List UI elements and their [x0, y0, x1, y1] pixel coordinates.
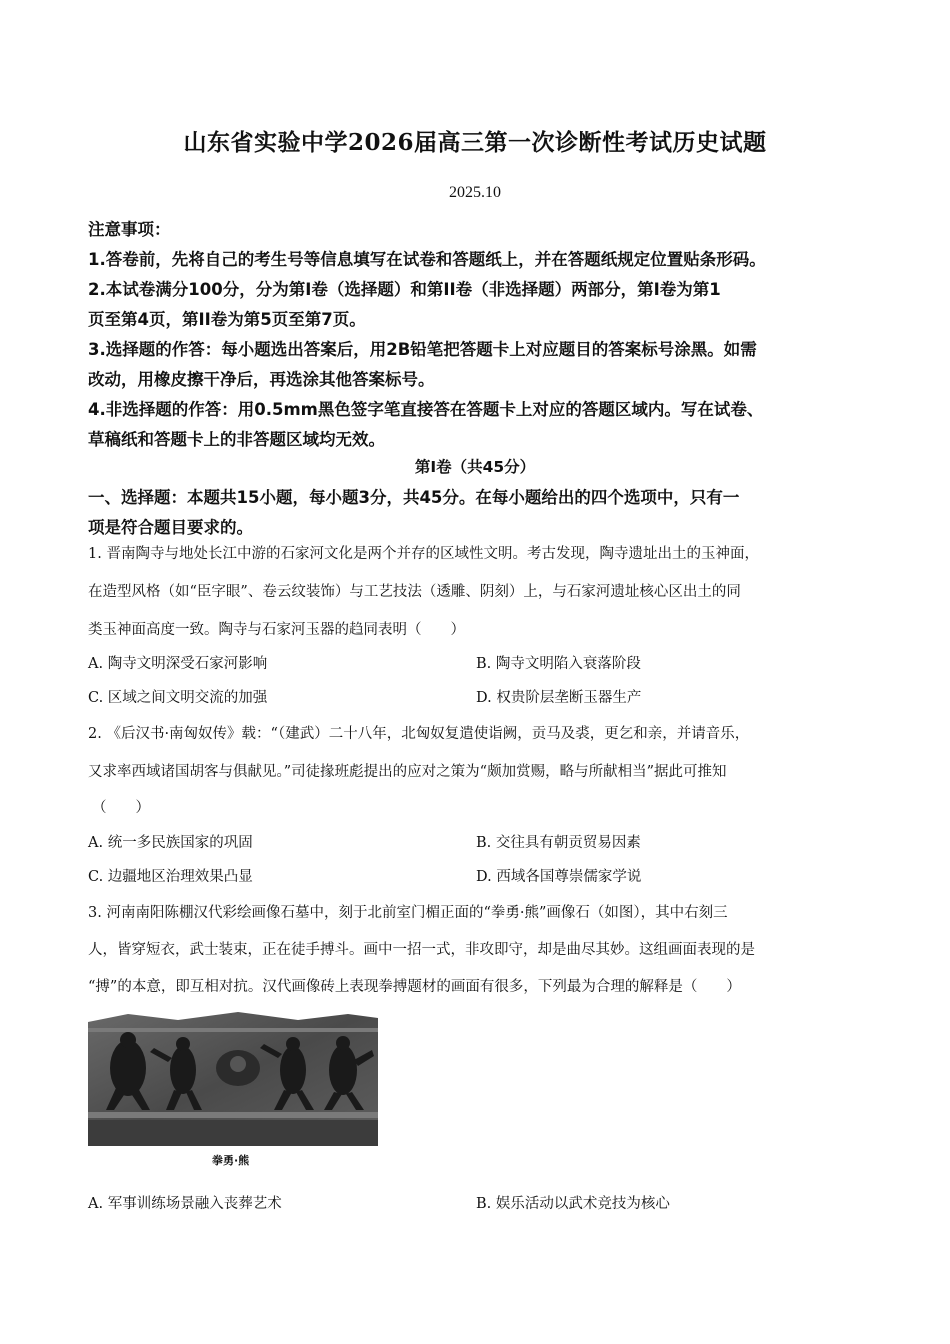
question-3-option-b[interactable]: B. 娱乐活动以武术竞技为核心	[476, 1196, 670, 1212]
section-title: 第I卷（共45分）	[414, 458, 536, 476]
question-3-text: 人，皆穿短衣，武士装束，正在徒手搏斗。画中一招一式，非攻即守，却是曲尽其妙。这组画面表现的是	[88, 942, 755, 958]
question-2-option-c[interactable]: C. 边疆地区治理效果凸显	[88, 869, 253, 885]
question-2-text: 又求率西域诸国胡客与俱献见。”司徒掾班彪提出的应对之策为“颇加赏赐，略与所献相当”据此可推知	[88, 764, 727, 780]
stone-relief-image	[88, 1008, 378, 1146]
section-intro: 一、选择题：本题共15小题，每小题3分，共45分。在每小题给出的四个选项中，只有一	[88, 488, 740, 507]
question-3-text: “搏”的本意，即互相对抗。汉代画像砖上表现拳搏题材的画面有很多，下列最为合理的解释是（ ）	[88, 979, 741, 995]
notice-line: 3.选择题的作答：每小题选出答案后，用2B铅笔把答题卡上对应题目的答案标号涂黑。如需	[88, 340, 757, 359]
notice-line: 草稿纸和答题卡上的非答题区域均无效。	[88, 430, 385, 449]
question-3-text: 3. 河南南阳陈棚汉代彩绘画像石墓中，刻于北前室门楣正面的“拳勇·熊”画像石（如图），其中右刻三	[88, 905, 728, 921]
figure-caption: 拳勇·熊	[212, 1154, 250, 1167]
question-1-option-b[interactable]: B. 陶寺文明陷入衰落阶段	[476, 656, 641, 672]
question-1-option-d[interactable]: D. 权贵阶层垄断玉器生产	[476, 690, 642, 706]
notice-line: 页至第4页，第II卷为第5页至第7页。	[88, 310, 366, 329]
notice-line: 改动，用橡皮擦干净后，再选涂其他答案标号。	[88, 370, 435, 389]
page-title: 山东省实验中学2026届高三第一次诊断性考试历史试题	[183, 129, 767, 156]
relief-illustration	[88, 1008, 378, 1146]
question-3-option-a[interactable]: A. 军事训练场景融入丧葬艺术	[88, 1196, 282, 1212]
notice-line: 1.答卷前，先将自己的考生号等信息填写在试卷和答题纸上，并在答题纸规定位置贴条形码。	[88, 250, 766, 269]
exam-date: 2025.10	[449, 184, 501, 201]
question-1-text: 在造型风格（如“臣字眼”、卷云纹装饰）与工艺技法（透雕、阴刻）上，与石家河遗址核心区出土的同	[88, 584, 741, 600]
section-intro: 项是符合题目要求的。	[88, 518, 253, 537]
question-1-option-a[interactable]: A. 陶寺文明深受石家河影响	[88, 656, 268, 672]
question-2-text: 2. 《后汉书·南匈奴传》载：“（建武）二十八年，北匈奴复遣使诣阙，贡马及裘，更乞和亲，并请音乐，	[88, 726, 750, 742]
question-2-option-a[interactable]: A. 统一多民族国家的巩固	[88, 835, 253, 851]
notice-line: 4.非选择题的作答：用0.5mm黑色签字笔直接答在答题卡上对应的答题区域内。写在试卷、	[88, 400, 764, 419]
question-1-option-c[interactable]: C. 区域之间文明交流的加强	[88, 690, 268, 706]
question-1-text: 类玉神面高度一致。陶寺与石家河玉器的趋同表明（ ）	[88, 622, 465, 638]
question-1-text: 1. 晋南陶寺与地处长江中游的石家河文化是两个并存的区域性文明。考古发现，陶寺遗址出土的玉神面，	[88, 546, 759, 562]
notice-line: 2.本试卷满分100分，分为第I卷（选择题）和第II卷（非选择题）两部分，第I卷为第1	[88, 280, 721, 299]
question-2-option-b[interactable]: B. 交往具有朝贡贸易因素	[476, 835, 641, 851]
question-2-text: （ ）	[92, 800, 150, 816]
notice-heading: 注意事项：	[88, 220, 171, 239]
question-2-option-d[interactable]: D. 西域各国尊崇儒家学说	[476, 869, 642, 885]
